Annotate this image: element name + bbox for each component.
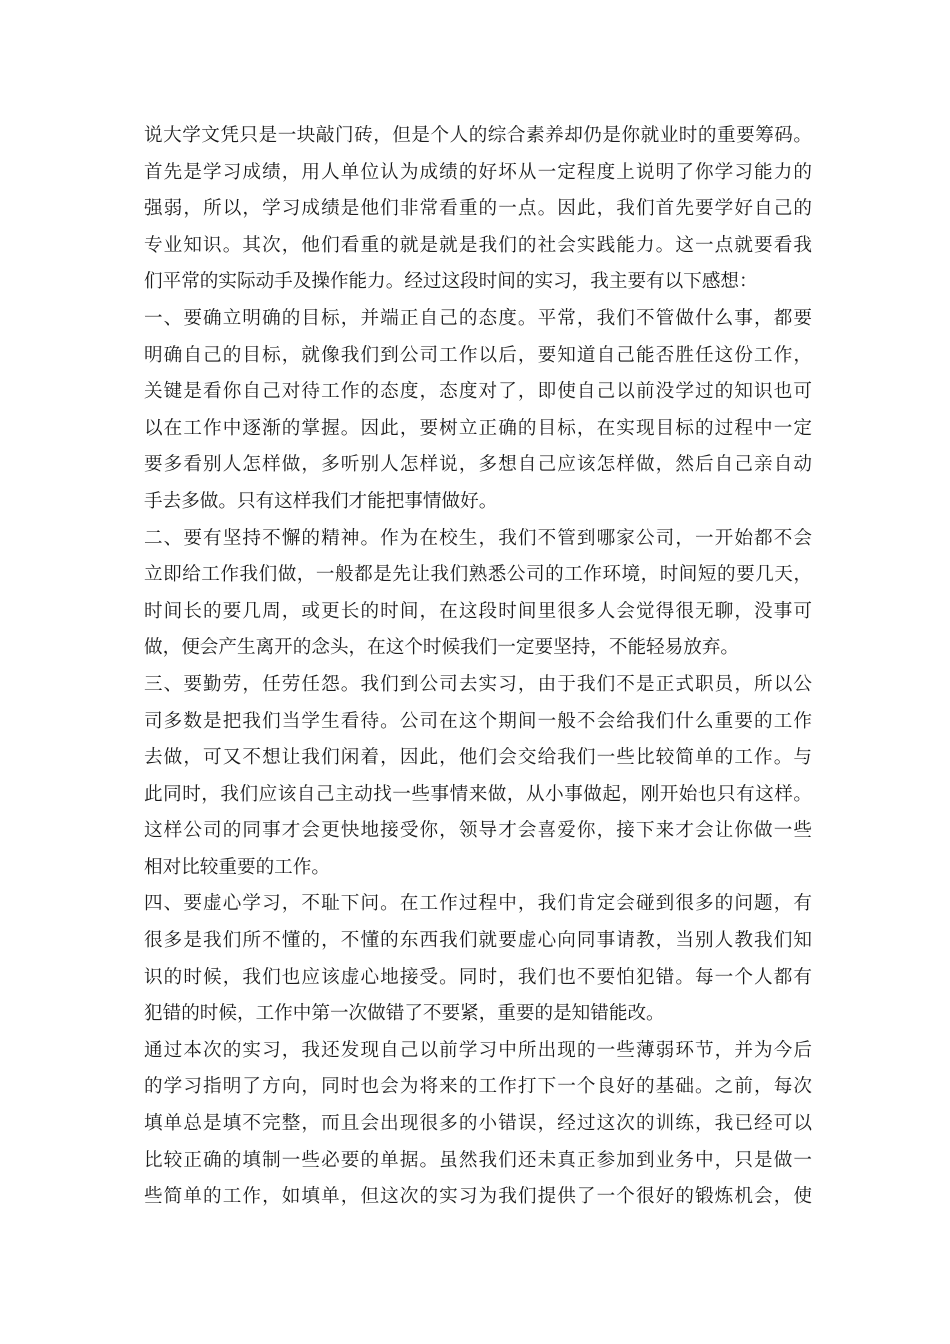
document-body: [144, 118, 812, 1216]
text-line: 此同时，我们应该自己主动找一些事情来做，从小事做起，刚开始也只有这样。: [144, 783, 812, 805]
text-line: 犯错的时候，工作中第一次做错了不要紧，重要的是知错能改。: [144, 1003, 665, 1025]
paragraph-start-line: 二、要有坚持不懈的精神。作为在校生，我们不管到哪家公司，一开始都不会: [144, 527, 812, 549]
text-line: 以在工作中逐渐的掌握。因此，要树立正确的目标，在实现目标的过程中一定: [144, 417, 812, 439]
text-line: 手去多做。只有这样我们才能把事情做好。: [144, 490, 498, 512]
text-line: 明确自己的目标，就像我们到公司工作以后，要知道自己能否胜任这份工作，: [144, 344, 812, 366]
paragraph-start-line: 四、要虚心学习，不耻下问。在工作过程中，我们肯定会碰到很多的问题，有: [144, 893, 812, 915]
text-line: 司多数是把我们当学生看待。公司在这个期间一般不会给我们什么重要的工作: [144, 710, 812, 732]
text-line: 们平常的实际动手及操作能力。经过这段时间的实习，我主要有以下感想：: [144, 271, 758, 293]
text-line: 比较正确的填制一些必要的单据。虽然我们还未真正参加到业务中，只是做一: [144, 1149, 812, 1171]
paragraph-start-line: 一、要确立明确的目标，并端正自己的态度。平常，我们不管做什么事，都要: [144, 307, 812, 329]
paragraph-start-line: 三、要勤劳，任劳任怨。我们到公司去实习，由于我们不是正式职员，所以公: [144, 673, 812, 695]
text-line: 立即给工作我们做，一般都是先让我们熟悉公司的工作环境，时间短的要几天，: [144, 564, 812, 586]
paragraph-start-line: 通过本次的实习，我还发现自己以前学习中所出现的一些薄弱环节，并为今后: [144, 1039, 812, 1061]
text-line: 去做，可又不想让我们闲着，因此，他们会交给我们一些比较简单的工作。与: [144, 747, 812, 769]
text-line: 强弱，所以，学习成绩是他们非常看重的一点。因此，我们首先要学好自己的: [144, 198, 812, 220]
text-line: 相对比较重要的工作。: [144, 856, 330, 878]
text-line: 时间长的要几周，或更长的时间，在这段时间里很多人会觉得很无聊，没事可: [144, 600, 812, 622]
text-line: 的学习指明了方向，同时也会为将来的工作打下一个良好的基础。之前，每次: [144, 1076, 812, 1098]
text-line: 这样公司的同事才会更快地接受你，领导才会喜爱你，接下来才会让你做一些: [144, 820, 812, 842]
text-line: 首先是学习成绩，用人单位认为成绩的好坏从一定程度上说明了你学习能力的: [144, 161, 812, 183]
text-line: 很多是我们所不懂的，不懂的东西我们就要虚心向同事请教，当别人教我们知: [144, 930, 812, 952]
text-line: 要多看别人怎样做，多听别人怎样说，多想自己应该怎样做，然后自己亲自动: [144, 454, 812, 476]
text-line: 专业知识。其次，他们看重的就是就是我们的社会实践能力。这一点就要看我: [144, 234, 812, 256]
text-line: 识的时候，我们也应该虚心地接受。同时，我们也不要怕犯错。每一个人都有: [144, 966, 812, 988]
text-line: 些简单的工作，如填单，但这次的实习为我们提供了一个很好的锻炼机会，使: [144, 1186, 812, 1208]
text-line: 关键是看你自己对待工作的态度，态度对了，即使自己以前没学过的知识也可: [144, 381, 812, 403]
text-line: 说大学文凭只是一块敲门砖，但是个人的综合素养却仍是你就业时的重要筹码。: [144, 125, 812, 146]
text-line: 填单总是填不完整，而且会出现很多的小错误，经过这次的训练，我已经可以: [144, 1113, 812, 1135]
text-line: 做，便会产生离开的念头，在这个时候我们一定要坚持，不能轻易放弃。: [144, 637, 740, 659]
